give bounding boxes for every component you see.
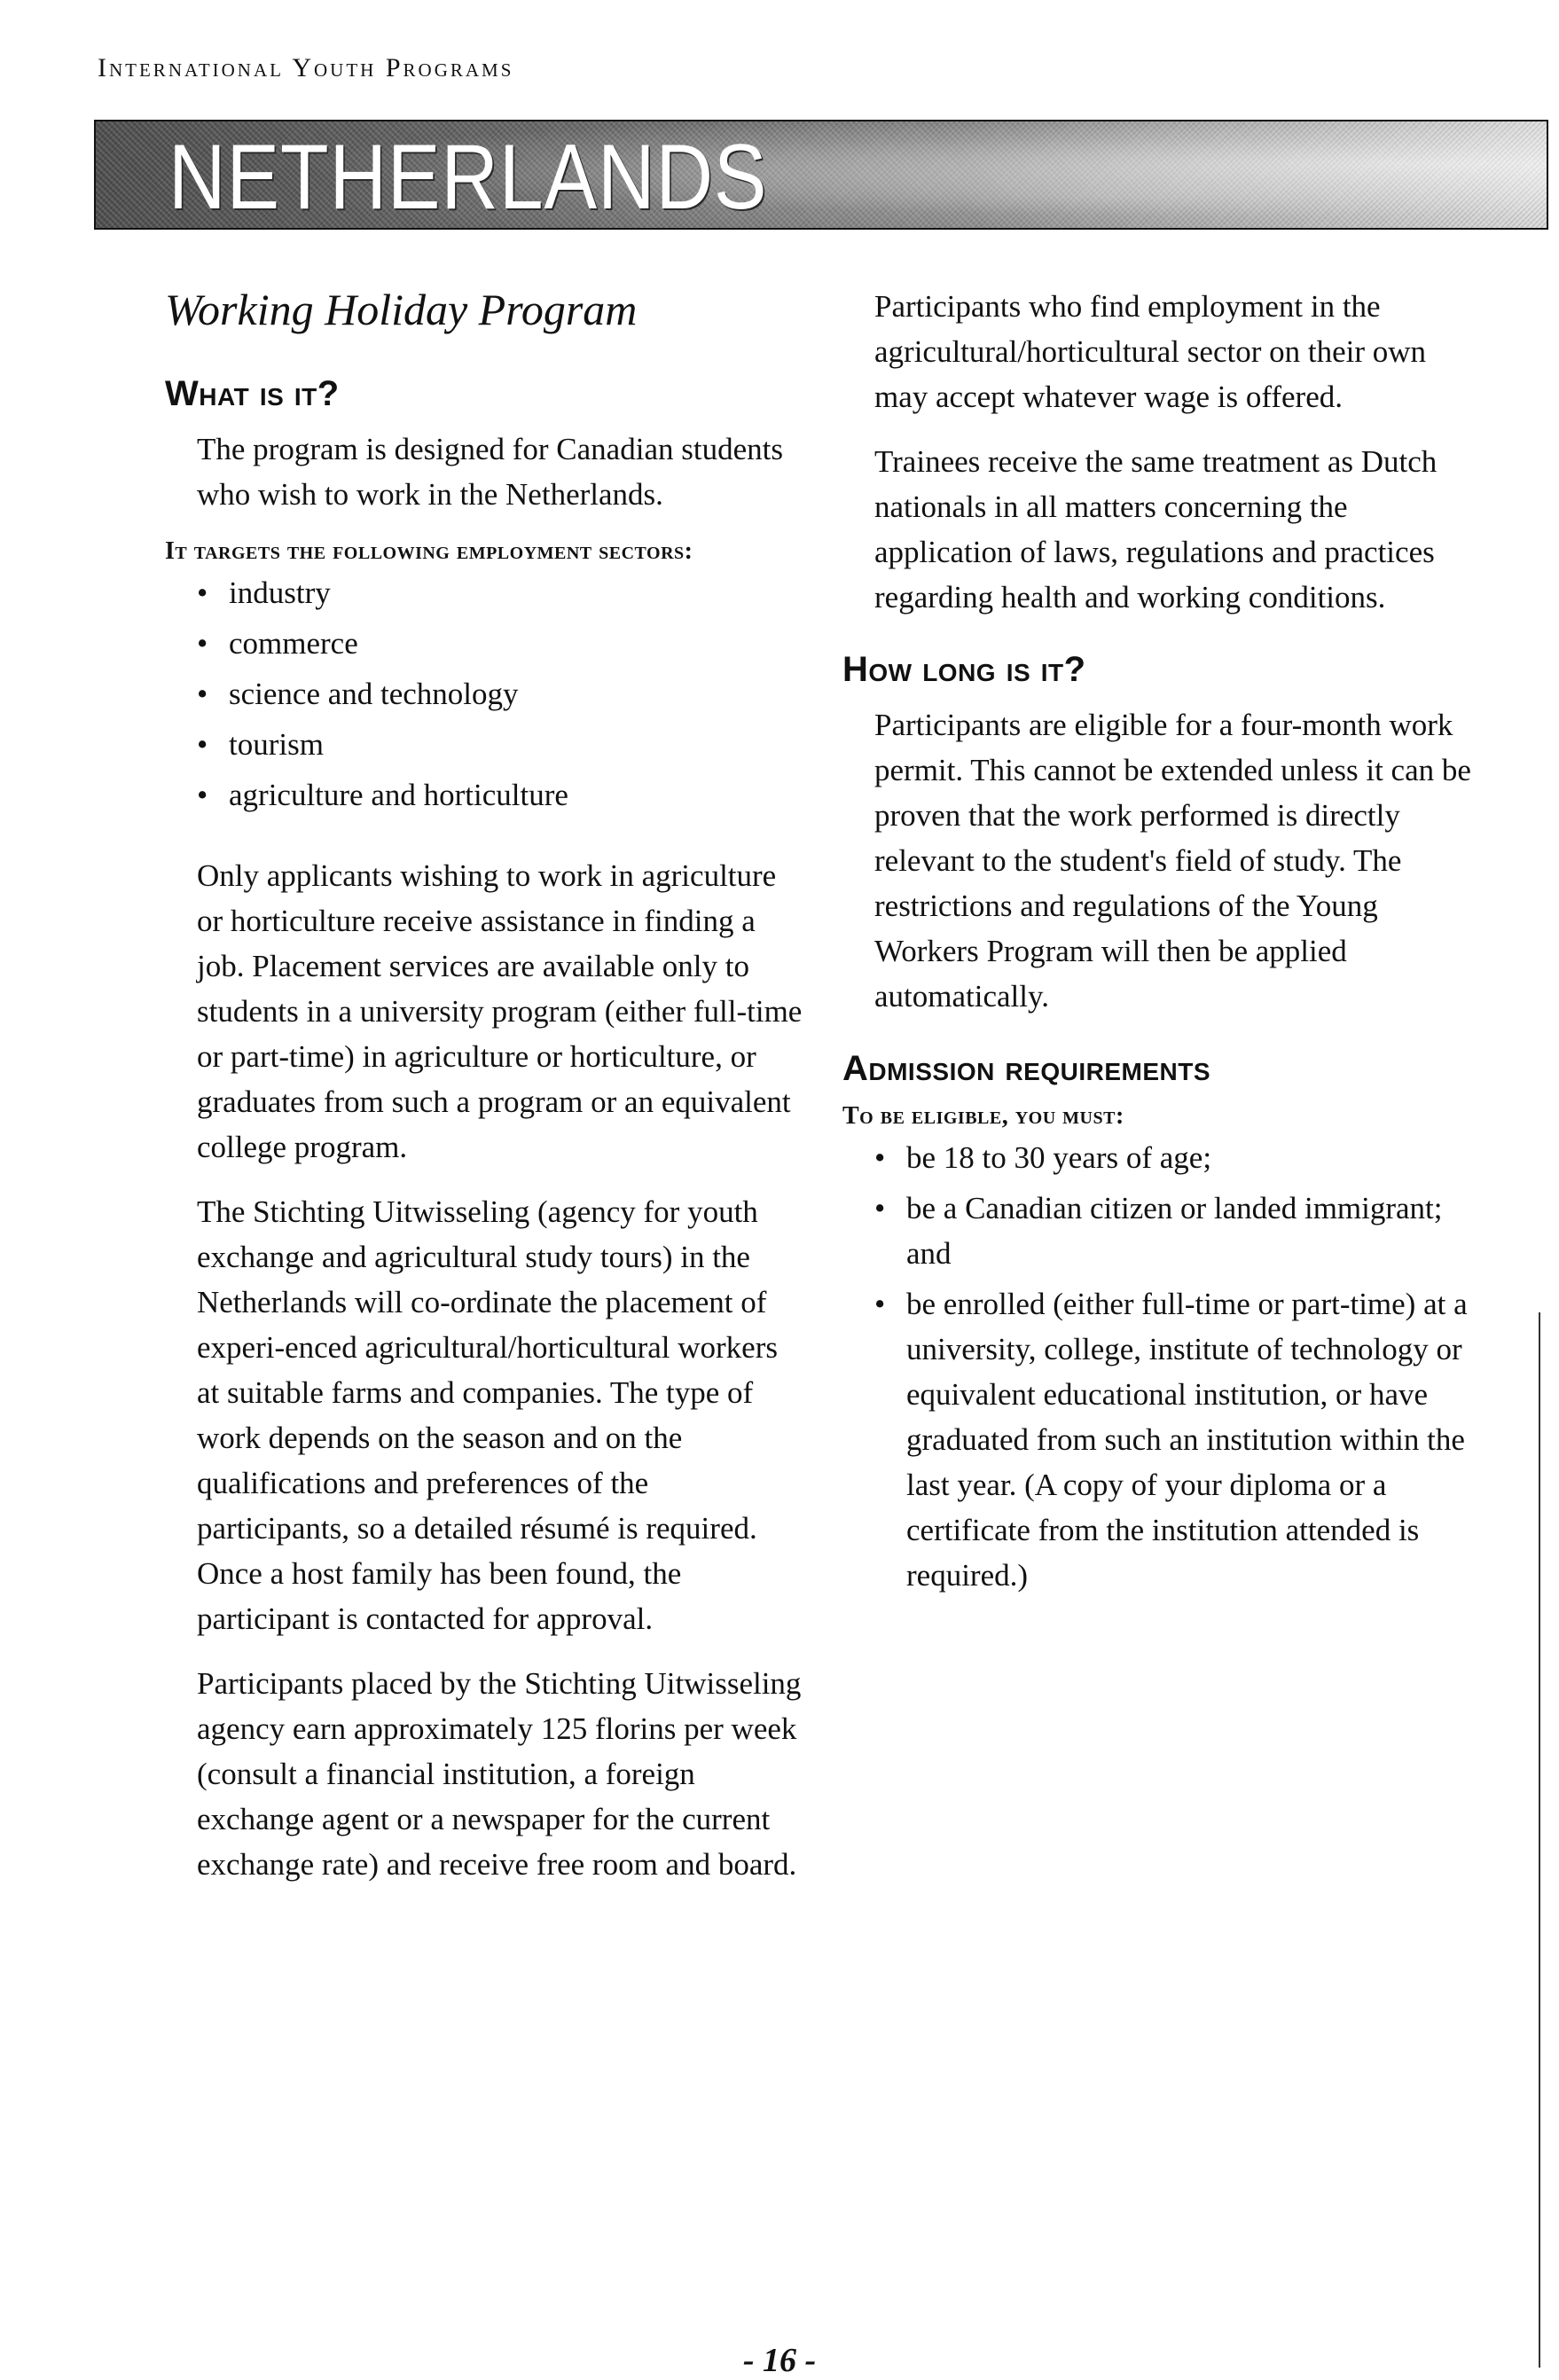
what-is-it-heading: What is it?	[165, 374, 340, 413]
body-paragraph: Participants placed by the Stichting Uitwisseling agency earn approximately 125 florins per week (consult a financial institution, a foreign exchange agent or a newspaper for the current exchange rate) and receive free room and board.	[197, 1666, 802, 1882]
sector-label: industry	[229, 575, 331, 610]
body-paragraph: Only applicants wishing to work in agriculture or horticulture receive assistance in finding a job. Placement services are available only to students in a university program (either full-time or part-time) in agriculture or horticulture, or graduates from such a program or an equivalent college program.	[197, 858, 803, 1164]
body-paragraph: The Stichting Uitwisseling (agency for youth exchange and agricultural study tours) in the Netherlands will co-ordinate the placement of experi-enced agricultural/horticultural workers at suitable farms and companies. The type of work depends on the season and on the qualifications and preferences of the participants, so a detailed résumé is required. Once a host family has been found, the participant is contacted for approval.	[197, 1194, 778, 1636]
list-item	[197, 570, 803, 615]
page-number: - 16 -	[742, 2342, 817, 2379]
eligible-lead: To be eligible, you must:	[842, 1102, 1124, 1130]
sector-label: commerce	[229, 626, 358, 661]
bullet-icon: •	[197, 677, 208, 711]
country-banner	[94, 120, 1548, 230]
bullet-icon: •	[197, 778, 208, 812]
list-item	[874, 1135, 1481, 1180]
list-item	[197, 671, 803, 716]
running-head: International Youth Programs	[98, 53, 514, 82]
bullet-icon: •	[197, 575, 208, 610]
bullet-icon: •	[874, 1140, 886, 1175]
bullet-icon: •	[874, 1287, 886, 1321]
bullet-icon: •	[874, 1191, 886, 1225]
how-long-heading: How long is it?	[842, 650, 1086, 689]
scan-edge-line	[1539, 1312, 1540, 2368]
sector-label: tourism	[229, 727, 324, 762]
bullet-icon: •	[197, 727, 208, 762]
list-item	[197, 722, 803, 767]
list-item	[197, 772, 803, 818]
program-title: Working Holiday Program	[165, 285, 638, 334]
requirement-text: be a Canadian citizen or landed immigrant; and	[906, 1191, 1443, 1271]
requirements-list	[874, 1135, 1481, 1598]
list-item	[874, 1186, 1481, 1276]
left-column	[165, 284, 803, 1906]
sector-label: science and technology	[229, 677, 519, 711]
bullet-icon: •	[197, 626, 208, 661]
sector-label: agriculture and horticulture	[229, 778, 568, 812]
list-item	[874, 1281, 1481, 1598]
sector-list	[197, 570, 803, 818]
body-paragraph: Trainees receive the same treatment as Dutch nationals in all matters concerning the application of laws, regulations and practices regarding health and working conditions.	[874, 444, 1438, 615]
right-column	[842, 284, 1481, 1633]
targets-lead: It targets the following employment sectors:	[165, 537, 693, 565]
list-item	[197, 621, 803, 666]
what-is-it-text: The program is designed for Canadian students who wish to work in the Netherlands.	[197, 432, 783, 512]
requirement-text: be enrolled (either full-time or part-time) at a university, college, institute of technology or equivalent educational institution, or have graduated from such an institution within the last year. (A copy of your diploma or a certificate from the institution attended is required.)	[906, 1287, 1468, 1593]
how-long-text: Participants are eligible for a four-month work permit. This cannot be extended unless it can be proven that the work performed is directly relevant to the student's field of study. The restrictions and regulations of the Young Workers Program will then be applied automatically.	[874, 708, 1471, 1014]
banner-title: NETHERLANDS	[168, 126, 768, 229]
requirement-text: be 18 to 30 years of age;	[906, 1140, 1212, 1175]
admission-heading: Admission requirements	[842, 1049, 1211, 1088]
body-paragraph: Participants who find employment in the agricultural/horticultural sector on their own may accept whatever wage is offered.	[874, 289, 1427, 414]
